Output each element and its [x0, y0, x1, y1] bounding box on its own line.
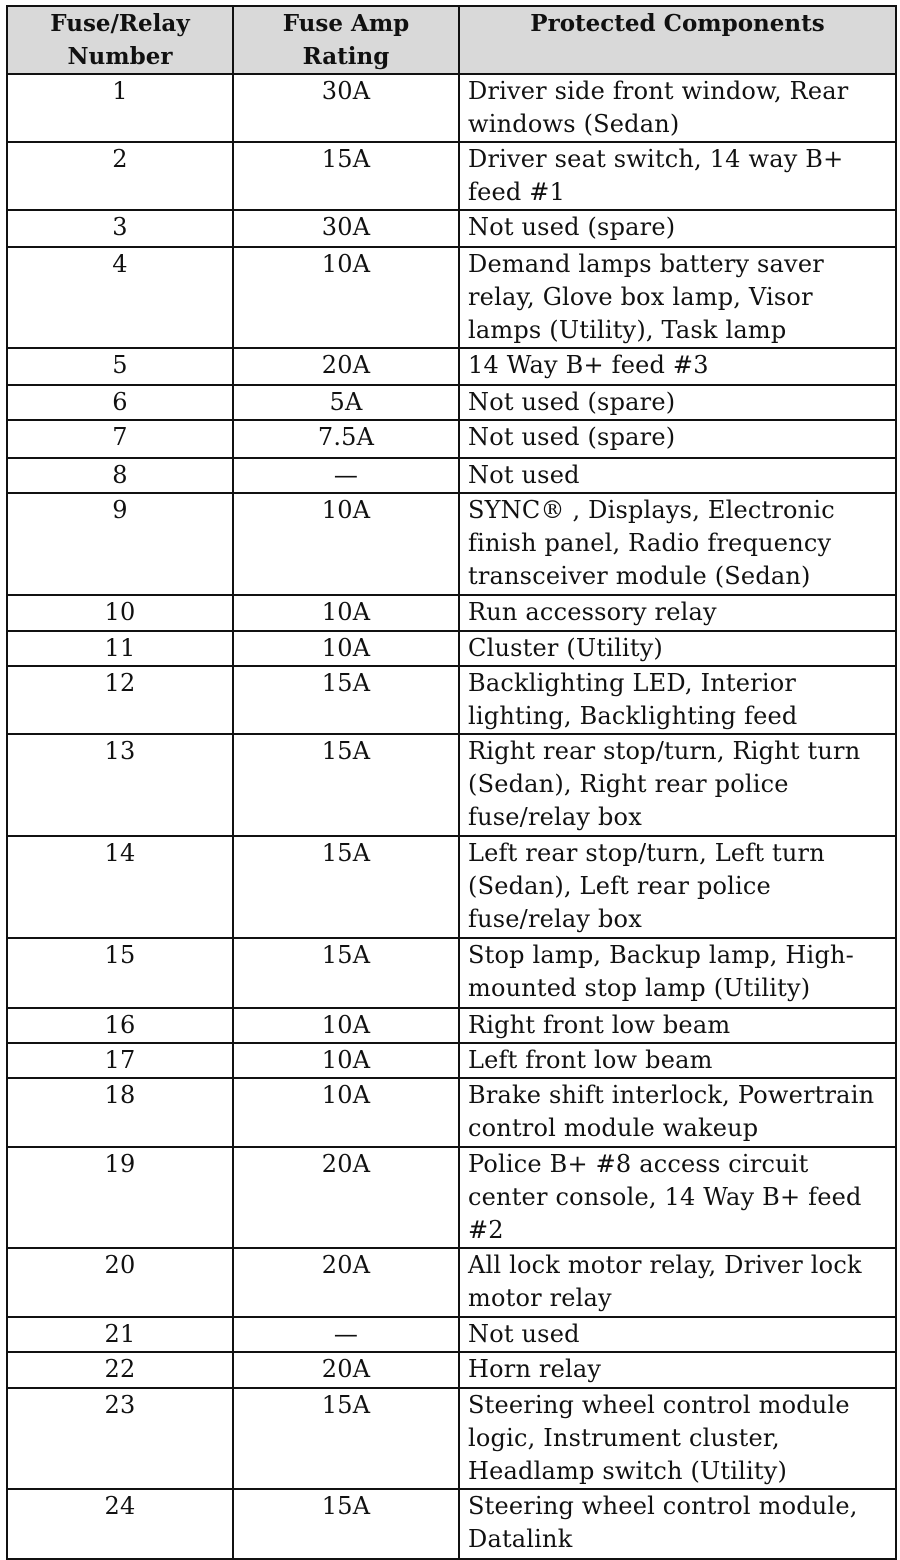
- table-row: [7, 247, 896, 348]
- protected-components-cell: Not used: [459, 1317, 896, 1352]
- protected-components-cell: SYNC® , Displays, Electronic finish panel, Radio frequency transceiver module (Sedan): [459, 493, 896, 595]
- fuse-number-cell: 14: [7, 836, 233, 938]
- protected-components-cell: Driver side front window, Rear windows (Sedan): [459, 74, 896, 142]
- protected-components-cell: Not used (spare): [459, 385, 896, 420]
- amp-rating-cell: 10A: [233, 631, 459, 666]
- amp-rating-cell: 15A: [233, 1489, 459, 1559]
- amp-rating-cell: 7.5A: [233, 420, 459, 458]
- amp-rating-cell: 15A: [233, 734, 459, 836]
- amp-rating-cell: 10A: [233, 1078, 459, 1147]
- protected-components-cell: Stop lamp, Backup lamp, High-mounted stop lamp (Utility): [459, 938, 896, 1008]
- fuse-number-cell: 10: [7, 595, 233, 631]
- amp-rating-cell: 20A: [233, 1352, 459, 1388]
- fuse-number-cell: 15: [7, 938, 233, 1008]
- table-row: [7, 1489, 896, 1559]
- table-row: [7, 1008, 896, 1043]
- protected-components-cell: Not used: [459, 458, 896, 493]
- table-row: [7, 938, 896, 1008]
- table-row: [7, 1352, 896, 1388]
- header-fuse-relay-number: Fuse/Relay Number: [7, 6, 233, 74]
- protected-components-cell: 14 Way B+ feed #3: [459, 348, 896, 385]
- table-row: [7, 1248, 896, 1317]
- fuse-number-cell: 8: [7, 458, 233, 493]
- protected-components-cell: Steering wheel control module, Datalink: [459, 1489, 896, 1559]
- amp-rating-cell: 10A: [233, 1008, 459, 1043]
- amp-rating-cell: 20A: [233, 348, 459, 385]
- protected-components-cell: Driver seat switch, 14 way B+ feed #1: [459, 142, 896, 210]
- fuse-number-cell: 24: [7, 1489, 233, 1559]
- table-row: [7, 1317, 896, 1352]
- amp-rating-cell: 15A: [233, 666, 459, 734]
- fuse-number-cell: 4: [7, 247, 233, 348]
- table-row: [7, 1078, 896, 1147]
- fuse-number-cell: 5: [7, 348, 233, 385]
- amp-rating-cell: 30A: [233, 210, 459, 247]
- header-fuse-amp-rating: Fuse Amp Rating: [233, 6, 459, 74]
- amp-rating-cell: 30A: [233, 74, 459, 142]
- table-body: [7, 74, 896, 1559]
- table-row: [7, 458, 896, 493]
- amp-rating-cell: 15A: [233, 836, 459, 938]
- amp-rating-cell: 20A: [233, 1147, 459, 1248]
- protected-components-cell: Left front low beam: [459, 1043, 896, 1078]
- protected-components-cell: Right rear stop/turn, Right turn (Sedan), Right rear police fuse/relay box: [459, 734, 896, 836]
- table-row: [7, 666, 896, 734]
- amp-rating-cell: —: [233, 1317, 459, 1352]
- fuse-number-cell: 11: [7, 631, 233, 666]
- fuse-number-cell: 9: [7, 493, 233, 595]
- fuse-relay-table: [6, 5, 897, 1560]
- fuse-number-cell: 23: [7, 1388, 233, 1489]
- protected-components-cell: Demand lamps battery saver relay, Glove box lamp, Visor lamps (Utility), Task lamp: [459, 247, 896, 348]
- fuse-number-cell: 7: [7, 420, 233, 458]
- table-row: [7, 348, 896, 385]
- fuse-number-cell: 19: [7, 1147, 233, 1248]
- protected-components-cell: Brake shift interlock, Powertrain control module wakeup: [459, 1078, 896, 1147]
- amp-rating-cell: 15A: [233, 938, 459, 1008]
- amp-rating-cell: 15A: [233, 1388, 459, 1489]
- table-row: [7, 420, 896, 458]
- fuse-number-cell: 6: [7, 385, 233, 420]
- table-row: [7, 210, 896, 247]
- amp-rating-cell: 15A: [233, 142, 459, 210]
- amp-rating-cell: 10A: [233, 493, 459, 595]
- table-row: [7, 631, 896, 666]
- protected-components-cell: Not used (spare): [459, 210, 896, 247]
- protected-components-cell: Police B+ #8 access circuit center console, 14 Way B+ feed #2: [459, 1147, 896, 1248]
- fuse-number-cell: 16: [7, 1008, 233, 1043]
- table-row: [7, 734, 896, 836]
- fuse-number-cell: 13: [7, 734, 233, 836]
- amp-rating-cell: 10A: [233, 1043, 459, 1078]
- fuse-number-cell: 18: [7, 1078, 233, 1147]
- amp-rating-cell: —: [233, 458, 459, 493]
- fuse-number-cell: 12: [7, 666, 233, 734]
- amp-rating-cell: 20A: [233, 1248, 459, 1317]
- protected-components-cell: All lock motor relay, Driver lock motor relay: [459, 1248, 896, 1317]
- fuse-number-cell: 17: [7, 1043, 233, 1078]
- table-row: [7, 1043, 896, 1078]
- fuse-number-cell: 1: [7, 74, 233, 142]
- table-row: [7, 142, 896, 210]
- table-row: [7, 493, 896, 595]
- amp-rating-cell: 5A: [233, 385, 459, 420]
- fuse-number-cell: 21: [7, 1317, 233, 1352]
- amp-rating-cell: 10A: [233, 247, 459, 348]
- protected-components-cell: Steering wheel control module logic, Instrument cluster, Headlamp switch (Utility): [459, 1388, 896, 1489]
- table-row: [7, 385, 896, 420]
- protected-components-cell: Backlighting LED, Interior lighting, Backlighting feed: [459, 666, 896, 734]
- table-row: [7, 836, 896, 938]
- protected-components-cell: Horn relay: [459, 1352, 896, 1388]
- fuse-number-cell: 3: [7, 210, 233, 247]
- fuse-number-cell: 20: [7, 1248, 233, 1317]
- table-row: [7, 595, 896, 631]
- header-protected-components: Protected Components: [459, 6, 896, 74]
- protected-components-cell: Run accessory relay: [459, 595, 896, 631]
- table-row: [7, 1388, 896, 1489]
- protected-components-cell: Not used (spare): [459, 420, 896, 458]
- protected-components-cell: Right front low beam: [459, 1008, 896, 1043]
- fuse-number-cell: 2: [7, 142, 233, 210]
- amp-rating-cell: 10A: [233, 595, 459, 631]
- table-row: [7, 74, 896, 142]
- table-header: [7, 6, 896, 74]
- table-row: [7, 1147, 896, 1248]
- protected-components-cell: Left rear stop/turn, Left turn (Sedan), Left rear police fuse/relay box: [459, 836, 896, 938]
- protected-components-cell: Cluster (Utility): [459, 631, 896, 666]
- header-row: [7, 6, 896, 74]
- fuse-number-cell: 22: [7, 1352, 233, 1388]
